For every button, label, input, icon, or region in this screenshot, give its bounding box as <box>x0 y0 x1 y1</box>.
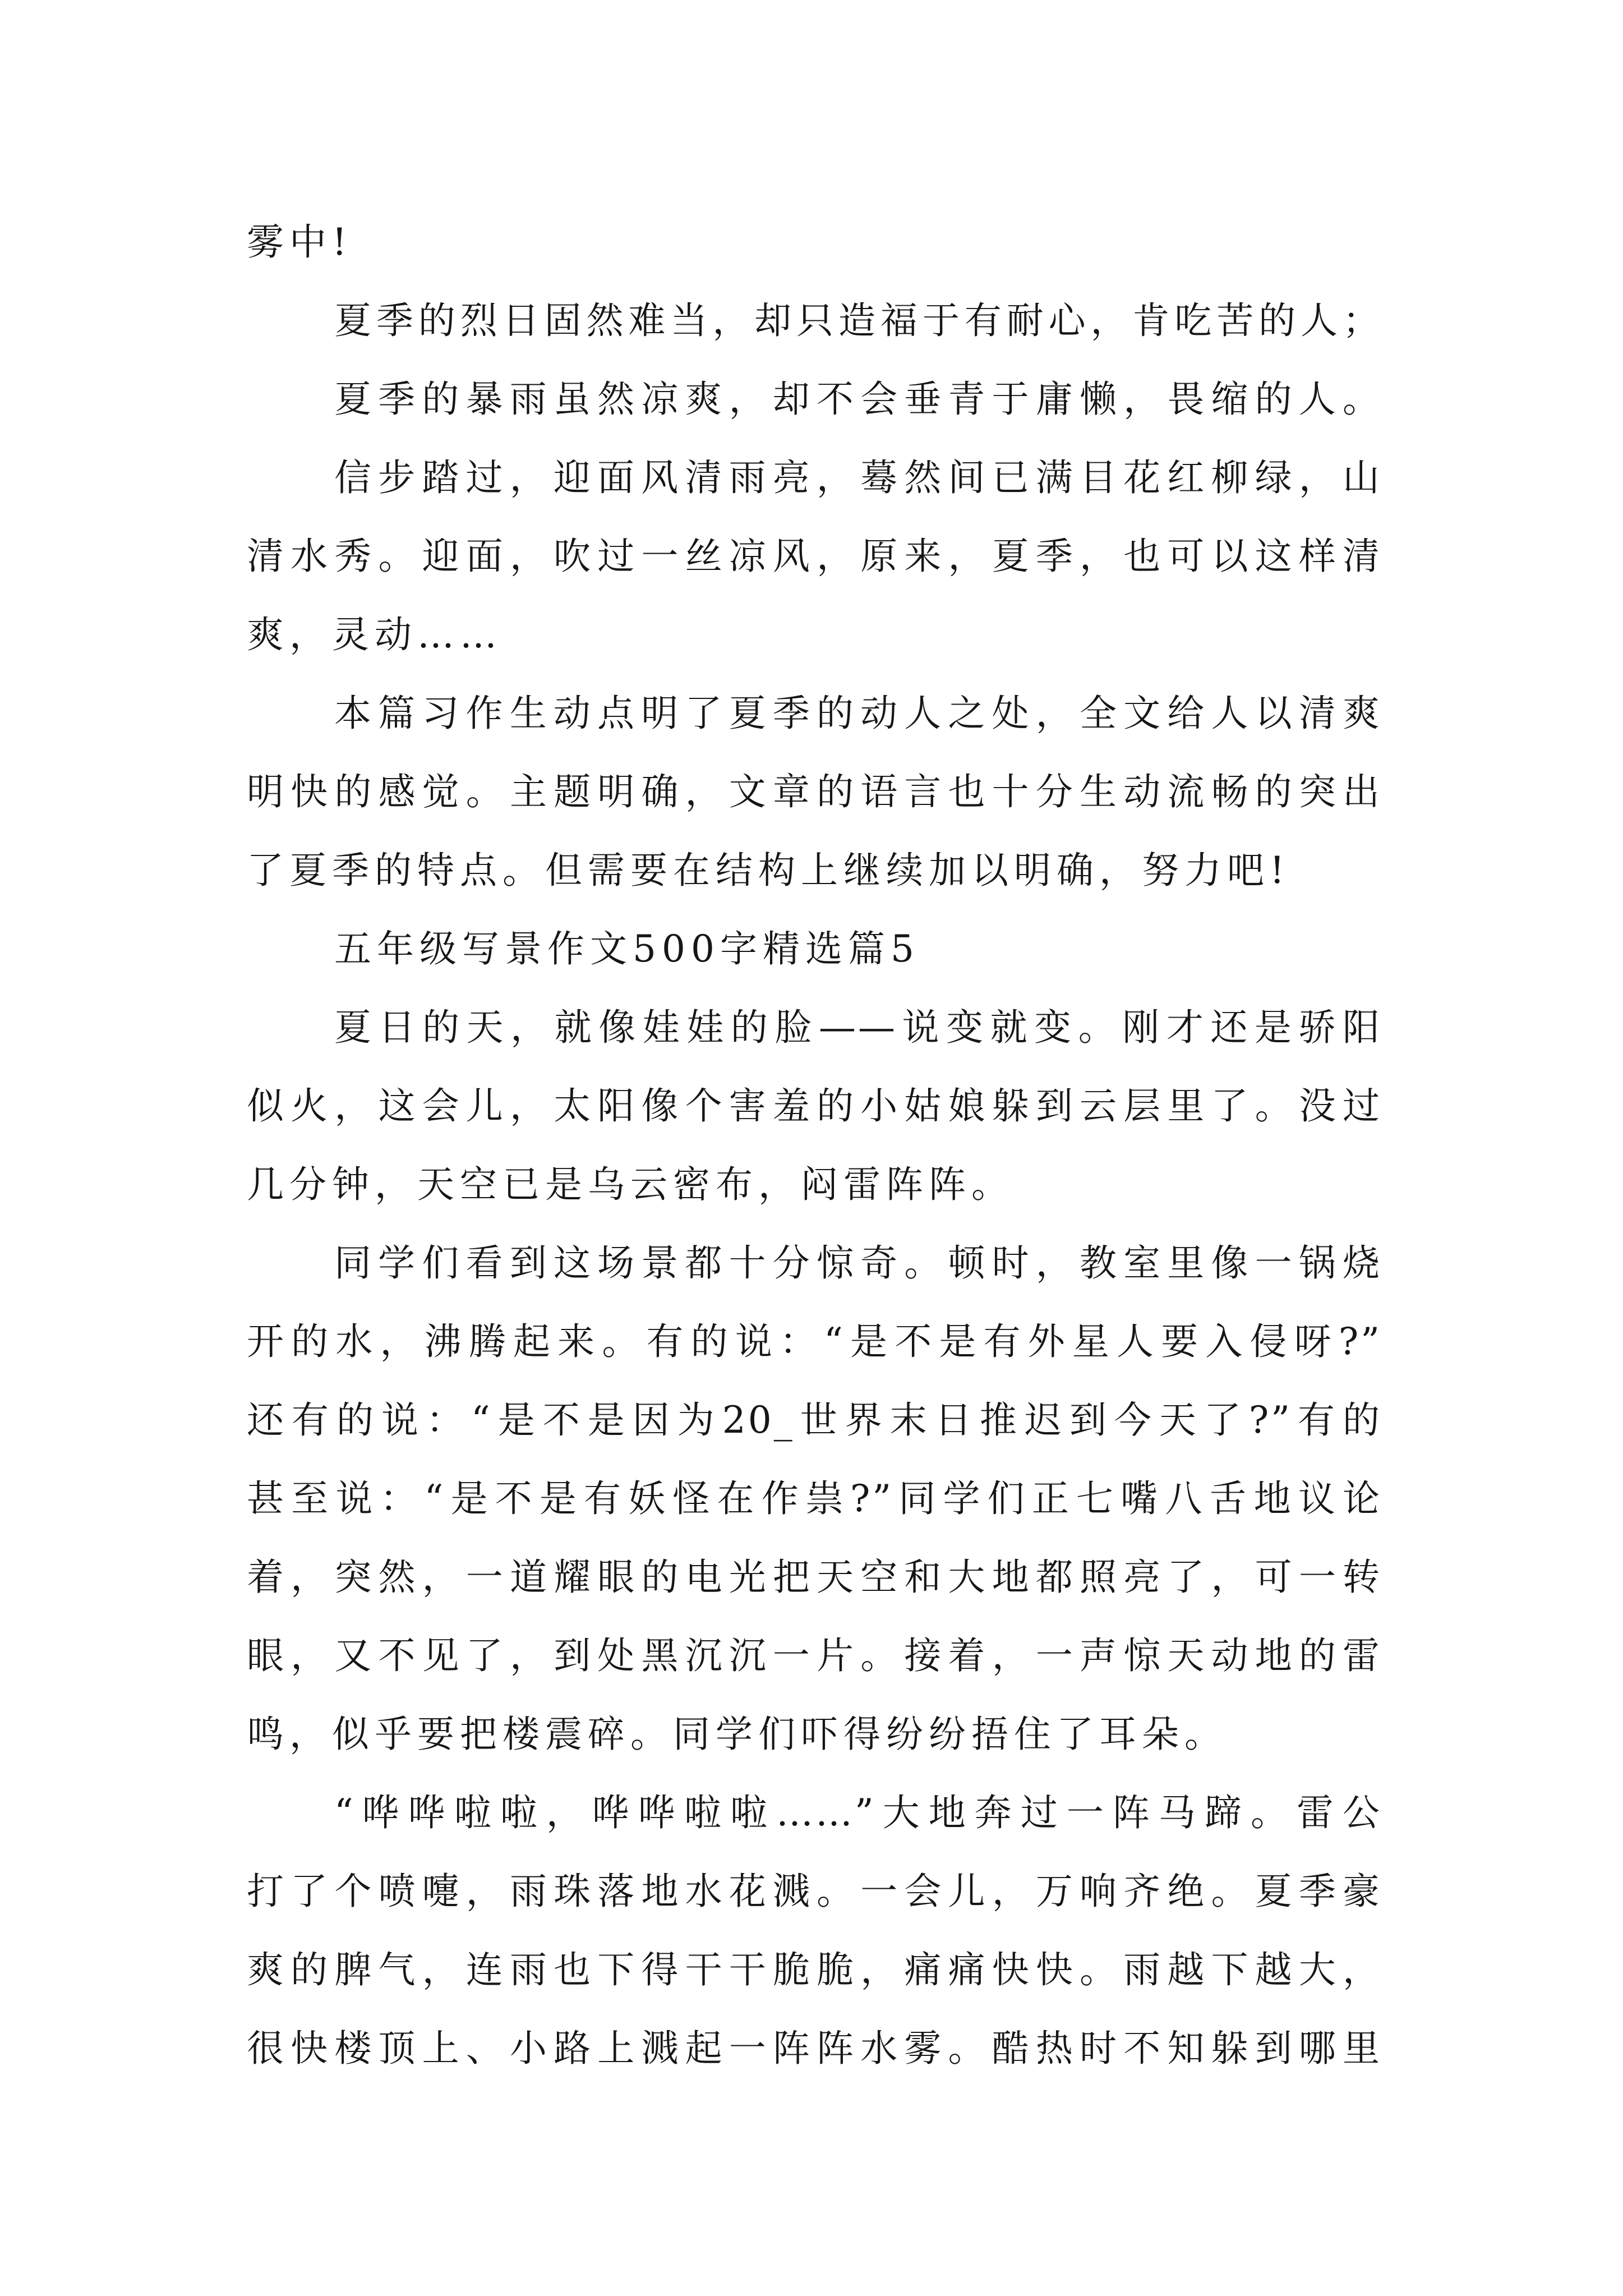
paragraph <box>247 1224 1382 1774</box>
text-line: 了夏季的特点。但需要在结构上继续加以明确，努力吧! <box>247 849 1290 892</box>
text-line: 似火，这会儿，太阳像个害羞的小姑娘躲到云层里了。没过 <box>247 1084 1382 1128</box>
text-line: 着，突然，一道耀眼的电光把天空和大地都照亮了，可一转 <box>247 1556 1382 1599</box>
text-line: 鸣，似乎要把楼震碎。同学们吓得纷纷捂住了耳朵。 <box>247 1713 1227 1756</box>
text-line: 雾中! <box>247 220 353 264</box>
text-line: 本篇习作生动点明了夏季的动人之处，全文给人以清爽 <box>334 692 1382 735</box>
paragraph <box>247 988 1382 1224</box>
text-line: 爽，灵动…… <box>247 613 502 656</box>
text-line: 开的水，沸腾起来。有的说：“是不是有外星人要入侵呀?” <box>247 1320 1382 1363</box>
document-body <box>247 203 1382 2088</box>
text-line: 眼，又不见了，到处黑沉沉一片。接着，一声惊天动地的雷 <box>247 1634 1382 1677</box>
text-line: 信步踏过，迎面风清雨亮，蓦然间已满目花红柳绿，山 <box>334 456 1382 499</box>
text-line: 夏季的烈日固然难当，却只造福于有耐心，肯吃苦的人； <box>334 299 1382 342</box>
text-line: 明快的感觉。主题明确，文章的语言也十分生动流畅的突出 <box>247 770 1382 813</box>
text-line: 几分钟，天空已是乌云密布，闷雷阵阵。 <box>247 1163 1014 1206</box>
text-line: 清水秀。迎面，吹过一丝凉风，原来，夏季，也可以这样清 <box>247 535 1382 578</box>
text-line: 夏季的暴雨虽然凉爽，却不会垂青于庸懒，畏缩的人。 <box>334 378 1382 421</box>
text-line: 同学们看到这场景都十分惊奇。顿时，教室里像一锅烧 <box>334 1241 1382 1285</box>
text-line: 爽的脾气，连雨也下得干干脆脆，痛痛快快。雨越下越大， <box>247 1948 1382 1991</box>
text-line: 很快楼顶上、小路上溅起一阵阵水雾。酷热时不知躲到哪里 <box>247 2027 1382 2070</box>
paragraph <box>247 203 1382 282</box>
text-line: 夏日的天，就像娃娃的脸——说变就变。刚才还是骄阳 <box>334 1006 1382 1049</box>
paragraph <box>247 282 1382 360</box>
text-line: 甚至说：“是不是有妖怪在作祟?”同学们正七嘴八舌地议论 <box>247 1477 1382 1520</box>
text-line: “哗哗啦啦，哗哗啦啦……”大地奔过一阵马蹄。雷公 <box>334 1791 1382 1834</box>
paragraph <box>247 439 1382 674</box>
paragraph <box>247 360 1382 439</box>
text-line: 还有的说：“是不是因为20_世界末日推迟到今天了?”有的 <box>247 1398 1382 1442</box>
heading-line: 五年级写景作文500字精选篇5 <box>334 927 920 970</box>
paragraph <box>247 1774 1382 2088</box>
text-line: 打了个喷嚏，雨珠落地水花溅。一会儿，万响齐绝。夏季豪 <box>247 1870 1382 1913</box>
comment-paragraph <box>247 674 1382 910</box>
section-heading <box>247 910 1382 988</box>
